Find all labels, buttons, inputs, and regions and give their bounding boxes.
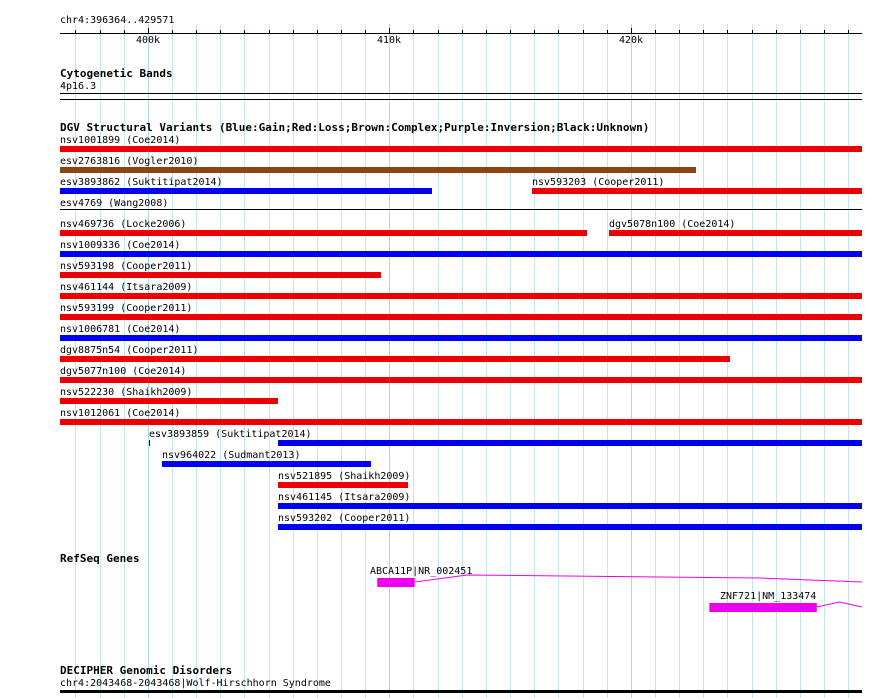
dgv-variant-label[interactable]: dgv5077n100 (Coe2014): [60, 366, 187, 377]
dgv-variant-label[interactable]: nsv469736 (Locke2006): [60, 219, 187, 230]
cytoband-track-title[interactable]: Cytogenetic Bands: [60, 67, 173, 80]
dgv-variant-label[interactable]: nsv1012061 (Coe2014): [60, 408, 181, 419]
gene-intron[interactable]: [415, 575, 862, 582]
dgv-variant-label[interactable]: nsv1006781 (Coe2014): [60, 324, 181, 335]
dgv-variant-label[interactable]: dgv8875n54 (Cooper2011): [60, 345, 199, 356]
gene-label[interactable]: ABCA11P|NR_002451: [370, 566, 473, 577]
cytoband-label: 4p16.3: [60, 81, 97, 92]
ruler-label-420k: 420k: [619, 35, 644, 46]
region-label: chr4:396364..429571: [60, 15, 175, 26]
dgv-variant-label[interactable]: nsv521895 (Shaikh2009): [278, 471, 411, 482]
dgv-variant-label[interactable]: nsv593198 (Cooper2011): [60, 261, 193, 272]
refseq-track-title[interactable]: RefSeq Genes: [60, 552, 140, 565]
dgv-variant-label[interactable]: esv3893862 (Suktitipat2014): [60, 177, 223, 188]
dgv-variant-label[interactable]: nsv593199 (Cooper2011): [60, 303, 193, 314]
gene-exon[interactable]: [709, 603, 816, 612]
dgv-variant-label[interactable]: nsv1009336 (Coe2014): [60, 240, 181, 251]
gene-intron[interactable]: [817, 602, 862, 607]
dgv-variant-label[interactable]: nsv461145 (Itsara2009): [278, 492, 411, 503]
ruler-label-410k: 410k: [377, 35, 402, 46]
decipher-feature-label[interactable]: chr4:2043468-2043468|Wolf-Hirschhorn Syndrome: [60, 678, 331, 689]
dgv-variant-label[interactable]: nsv964022 (Sudmant2013): [162, 450, 301, 461]
decipher-feature-bar[interactable]: [60, 690, 862, 693]
dgv-variant-label[interactable]: nsv522230 (Shaikh2009): [60, 387, 193, 398]
gene-exon[interactable]: [377, 578, 414, 587]
dgv-variant-label[interactable]: esv4769 (Wang2008): [60, 198, 169, 209]
dgv-variant-label[interactable]: nsv1001899 (Coe2014): [60, 135, 181, 146]
dgv-variant-label[interactable]: nsv593202 (Cooper2011): [278, 513, 411, 524]
dgv-variant-label[interactable]: nsv461144 (Itsara2009): [60, 282, 193, 293]
decipher-track-title[interactable]: DECIPHER Genomic Disorders: [60, 664, 233, 677]
dgv-variant-label[interactable]: nsv593203 (Cooper2011): [532, 177, 665, 188]
dgv-variant-label[interactable]: esv3893859 (Suktitipat2014): [149, 429, 312, 440]
gene-label[interactable]: ZNF721|NM_133474: [720, 591, 817, 602]
dgv-track-title[interactable]: DGV Structural Variants (Blue:Gain;Red:Loss;Brown:Complex;Purple:Inversion;Black:Unknown): [60, 121, 650, 134]
dgv-variant-label[interactable]: dgv5078n100 (Coe2014): [609, 219, 736, 230]
ruler-label-400k: 400k: [136, 35, 161, 46]
dgv-variant-label[interactable]: esv2763816 (Vogler2010): [60, 156, 199, 167]
